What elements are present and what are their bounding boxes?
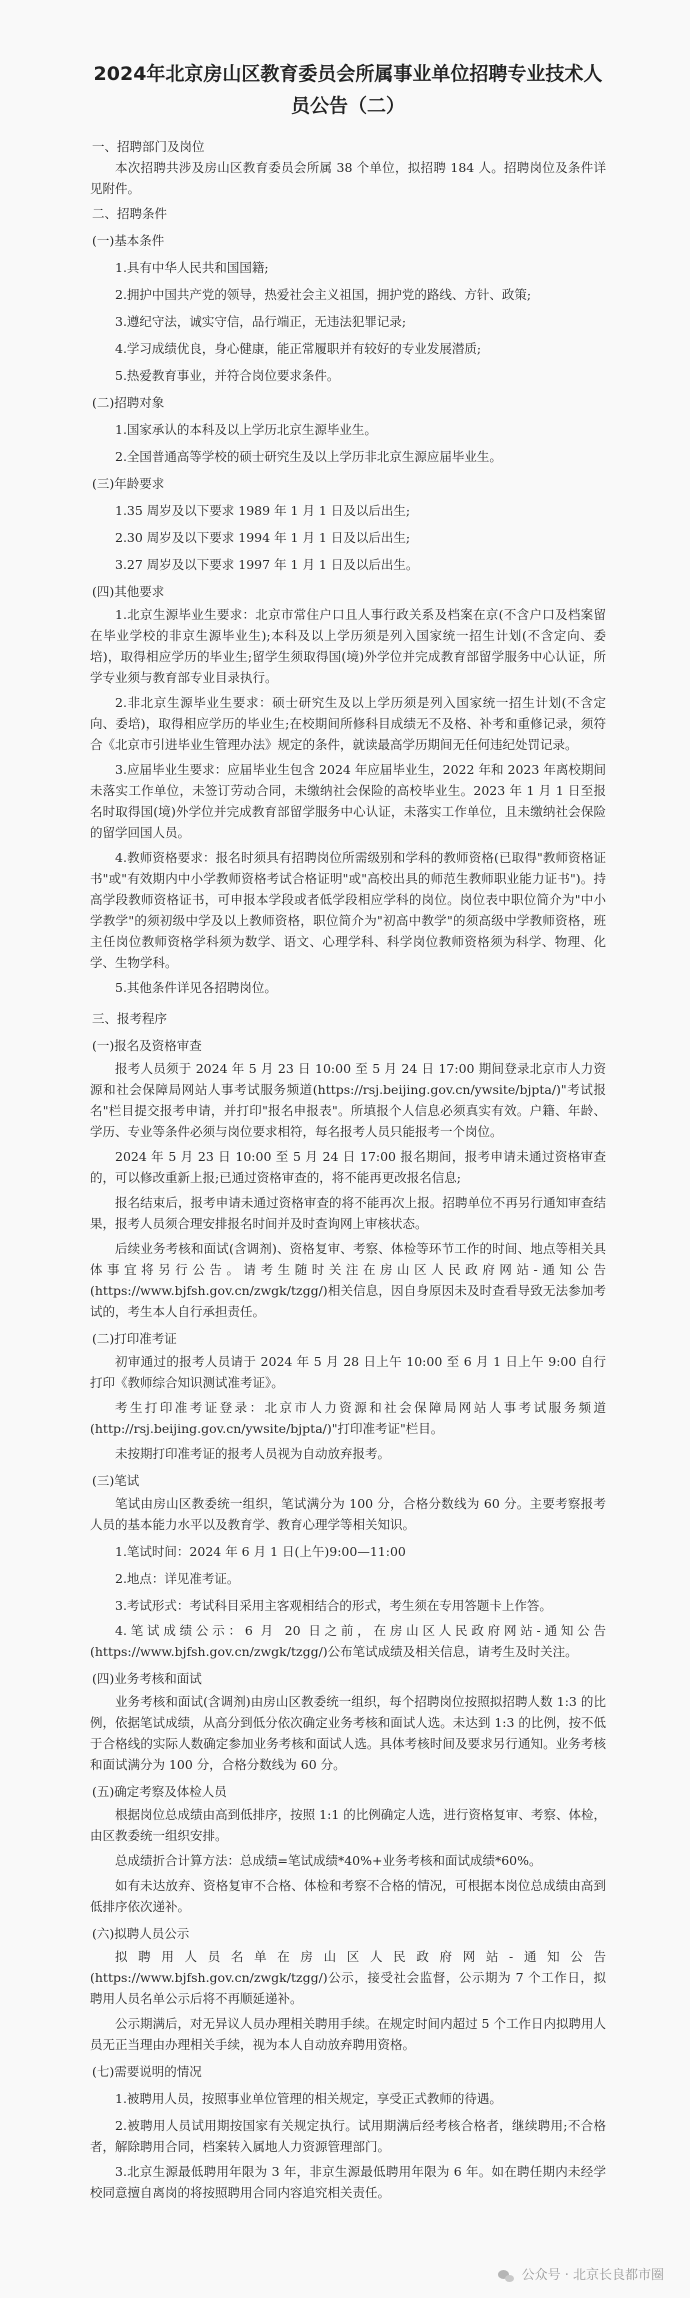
basic-item: 5.热爱教育事业，并符合岗位要求条件。 [115, 368, 340, 383]
other-item: 3.应届毕业生要求：应届毕业生包含 2024 年应届毕业生，2022 年和 2023 年离校期间未落实工作单位，未签订劳动合同，未缴纳社会保险的高校毕业生。2023 年 1 月 1 日至报名时取得国(境)外学位并完成教育部留学服务中心认证，未落实工作单位，且未缴纳社会保险的留学回国人员。 [90, 762, 606, 840]
other-item: 4.教师资格要求：报名时须具有招聘岗位所需级别和学科的教师资格(已取得"教师资格证书"或"有效期内中小学教师资格考试合格证明"或"高校出具的师范生教师职业能力证书")。持高学段教师资格证书，可申报本学段或者低学段相应学科的岗位。岗位表中职位简介为"中小学教学"的须初级中学及以上教师资格，职位简介为"初高中教学"的须高级中学教师资格，班主任岗位教师资格学科须为数学、语文、心理学科、科学岗位教师资格须为科学、物理、化学、生物学科。 [90, 850, 606, 970]
registration-paragraph: 后续业务考核和面试(含调剂)、资格复审、考察、体检等环节工作的时间、地点等相关具体事宜将另行公告。请考生随时关注在房山区人民政府网站-通知公告(https://www.bjfsh.gov.cn/zwgk/tzgg/)相关信息，因自身原因未及时查看导致无法参加考试的，考生本人自行承担责任。 [90, 1241, 606, 1319]
registration-paragraph: 报名结束后，报考申请未通过资格审查的将不能再次上报。招聘单位不再另行通知审查结果，报考人员须合理安排报名时间并及时查询网上审核状态。 [90, 1195, 606, 1231]
registration-paragraph: 报考人员须于 2024 年 5 月 23 日 10:00 至 5 月 24 日 17:00 期间登录北京市人力资源和社会保障局网站人事考试服务频道(https://rsj.beijing.gov.cn/ywsite/bjpta/)"考试报名"栏目提交报考申请，并打印"报名申报表"。所填报个人信息必须真实有效。户籍、年龄、学历、专业等条件必须与岗位要求相符，每名报考人员只能报考一个岗位。 [90, 1061, 606, 1139]
age-item: 1.35 周岁及以下要求 1989 年 1 月 1 日及以后出生; [115, 503, 411, 518]
ticket-paragraph: 考生打印准考证登录：北京市人力资源和社会保障局网站人事考试服务频道(http://rsj.beijing.gov.cn/ywsite/bjpta/)"打印准考证"栏目。 [90, 1400, 606, 1436]
registration-paragraph: 2024 年 5 月 23 日 10:00 至 5 月 24 日 17:00 报名期间，报考申请未通过资格审查的，可以修改重新上报;已通过资格审查的，将不能再更改报名信息; [90, 1149, 606, 1185]
ticket-paragraph: 初审通过的报考人员请于 2024 年 5 月 28 日上午 10:00 至 6 月 1 日上午 9:00 自行打印《教师综合知识测试准考证》。 [90, 1354, 606, 1390]
other-item: 5.其他条件详见各招聘岗位。 [115, 980, 277, 995]
wechat-icon [498, 2269, 516, 2283]
subheading-other: (四)其他要求 [92, 584, 165, 599]
exam-paragraph: 根据岗位总成绩由高到低排序，按照 1:1 的比例确定人选，进行资格复审、考察、体检，由区教委统一组织安排。 [90, 1807, 606, 1843]
basic-item: 3.遵纪守法，诚实守信，品行端正，无违法犯罪记录; [115, 314, 407, 329]
subheading-target: (二)招聘对象 [92, 395, 165, 410]
notes-item: 3.北京生源最低聘用年限为 3 年，非京生源最低聘用年限为 6 年。如在聘任期内未经学校同意擅自离岗的将按照聘用合同内容追究相关责任。 [90, 2164, 606, 2200]
other-item: 2.非北京生源毕业生要求：硕士研究生及以上学历须是列入国家统一招生计划(不含定向、委培)，取得相应学历的毕业生;在校期间所修科目成绩无不及格、补考和重修记录，须符合《北京市引进毕业生管理办法》规定的条件，就读最高学历期间无任何违纪处罚记录。 [90, 695, 606, 752]
age-item: 3.27 周岁及以下要求 1997 年 1 月 1 日及以后出生。 [115, 557, 419, 572]
basic-item: 4.学习成绩优良，身心健康，能正常履职并有较好的专业发展潜质; [115, 341, 482, 356]
section-heading-positions: 一、招聘部门及岗位 [92, 139, 205, 154]
watermark-footer [498, 2265, 664, 2286]
subheading-exam: (五)确定考察及体检人员 [92, 1784, 227, 1799]
subheading-publish: (六)拟聘人员公示 [92, 1926, 190, 1941]
publish-paragraph: 拟聘用人员名单在房山区人民政府网站-通知公告(https://www.bjfsh.gov.cn/zwgk/tzgg/)公示，接受社会监督，公示期为 7 个工作日，拟聘用人员名单公示后将不再顺延递补。 [90, 1949, 606, 2006]
exam-paragraph: 总成绩折合计算方法：总成绩=笔试成绩*40%+业务考核和面试成绩*60%。 [115, 1853, 542, 1868]
interview-paragraph: 业务考核和面试(含调剂)由房山区教委统一组织，每个招聘岗位按照拟招聘人数 1:3 的比例，依据笔试成绩，从高分到低分依次确定业务考核和面试人选。未达到 1:3 的比例，按不低于合格线的实际人数确定参加业务考核和面试人选。具体考核时间及要求另行通知。业务考核和面试满分为 100 分，合格分数线为 60 分。 [90, 1694, 606, 1772]
subheading-age: (三)年龄要求 [92, 476, 165, 491]
notes-item: 2.被聘用人员试用期按国家有关规定执行。试用期满后经考核合格者，继续聘用;不合格者，解除聘用合同，档案转入属地人力资源管理部门。 [90, 2118, 606, 2154]
written-item: 4.笔试成绩公示：6 月 20 日之前，在房山区人民政府网站-通知公告(https://www.bjfsh.gov.cn/zwgk/tzgg/)公布笔试成绩及相关信息，请考生及时关注。 [90, 1623, 606, 1659]
written-intro: 笔试由房山区教委统一组织，笔试满分为 100 分，合格分数线为 60 分。主要考察报考人员的基本能力水平以及教育学、教育心理学等相关知识。 [90, 1496, 606, 1532]
subheading-registration: (一)报名及资格审查 [92, 1038, 202, 1053]
subheading-ticket: (二)打印准考证 [92, 1331, 177, 1346]
target-item: 2.全国普通高等学校的硕士研究生及以上学历非北京生源应届毕业生。 [115, 449, 502, 464]
basic-item: 1.具有中华人民共和国国籍; [115, 260, 269, 275]
publish-paragraph: 公示期满后，对无异议人员办理相关聘用手续。在规定时间内超过 5 个工作日内拟聘用人员无正当理由办理相关手续，视为本人自动放弃聘用资格。 [90, 2016, 606, 2052]
page-title: 2024年北京房山区教育委员会所属事业单位招聘专业技术人员公告（二） [93, 63, 603, 117]
subheading-basic: (一)基本条件 [92, 233, 165, 248]
ticket-paragraph: 未按期打印准考证的报考人员视为自动放弃报考。 [115, 1446, 391, 1461]
target-item: 1.国家承认的本科及以上学历北京生源毕业生。 [115, 422, 377, 437]
basic-item: 2.拥护中国共产党的领导，热爱社会主义祖国，拥护党的路线、方针、政策; [115, 287, 532, 302]
exam-paragraph: 如有未达放弃、资格复审不合格、体检和考察不合格的情况，可根据本岗位总成绩由高到低排序依次递补。 [90, 1878, 606, 1914]
positions-paragraph: 本次招聘共涉及房山区教育委员会所属 38 个单位，拟招聘 184 人。招聘岗位及条件详见附件。 [90, 160, 606, 196]
written-item: 2.地点：详见准考证。 [115, 1571, 240, 1586]
other-item: 1.北京生源毕业生要求：北京市常住户口且人事行政关系及档案在京(不含户口及档案留在毕业学校的非京生源毕业生);本科及以上学历须是列入国家统一招生计划(不含定向、委培)，取得相应学历的毕业生;留学生须取得国(境)外学位并完成教育部留学服务中心认证，所学专业须与教育部专业目录执行。 [90, 607, 606, 685]
written-item: 1.笔试时间：2024 年 6 月 1 日(上午)9:00—11:00 [115, 1544, 406, 1559]
section-heading-procedure: 三、报考程序 [92, 1011, 168, 1026]
watermark-label: 公众号 · 北京长良都市圈 [521, 2268, 664, 2283]
subheading-interview: (四)业务考核和面试 [92, 1671, 202, 1686]
written-item: 3.考试形式：考试科目采用主客观相结合的形式，考生须在专用答题卡上作答。 [115, 1598, 552, 1613]
notes-item: 1.被聘用人员，按照事业单位管理的相关规定，享受正式教师的待遇。 [115, 2091, 502, 2106]
subheading-written: (三)笔试 [92, 1473, 140, 1488]
section-heading-conditions: 二、招聘条件 [92, 206, 168, 221]
age-item: 2.30 周岁及以下要求 1994 年 1 月 1 日及以后出生; [115, 530, 411, 545]
subheading-notes: (七)需要说明的情况 [92, 2064, 202, 2079]
